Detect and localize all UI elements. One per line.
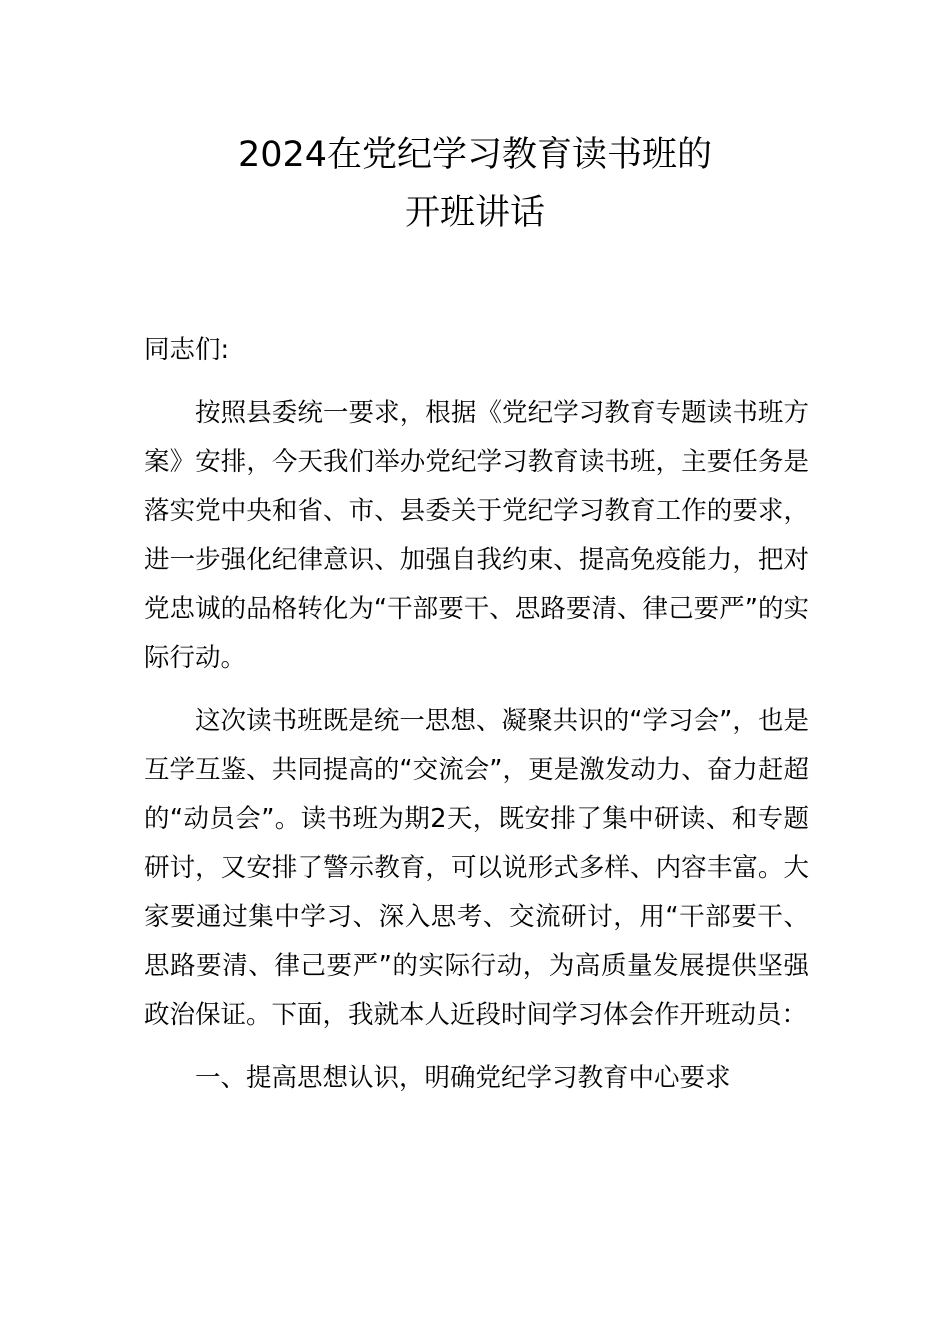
paragraph-2: 这次读书班既是统一思想、凝聚共识的“学习会”，也是互学互鉴、共同提高的“交流会”，更是激发动力、奋力赶超的“动员会”。读书班为期2天，既安排了集中研读、和专题研讨，又安排了警示教育，可以说形式多样、内容丰富。大家要通过集中学习、深入思考、交流研讨，用“干部要干、思路要清、律己要严”的实际行动，为高质量发展提供坚强政治保证。下面，我就本人近段时间学习体会作开班动员： (144, 706, 809, 1030)
document-body (144, 326, 809, 1103)
document-title (0, 126, 950, 242)
section-heading-1: 一、提高思想认识，明确党纪学习教育中心要求 (195, 1063, 731, 1093)
paragraph-1: 按照县委统一要求，根据《党纪学习教育专题读书班方案》安排，今天我们举办党纪学习教育读书班，主要任务是落实党中央和省、市、县委关于党纪学习教育工作的要求，进一步强化纪律意识、加强自我约束、提高免疫能力，把对党忠诚的品格转化为“干部要干、思路要清、律己要严”的实际行动。 (144, 398, 809, 673)
salutation: 同志们: (144, 335, 230, 365)
title-line-2: 开班讲话 (404, 193, 545, 233)
title-line-1: 2024在党纪学习教育读书班的 (237, 135, 713, 175)
